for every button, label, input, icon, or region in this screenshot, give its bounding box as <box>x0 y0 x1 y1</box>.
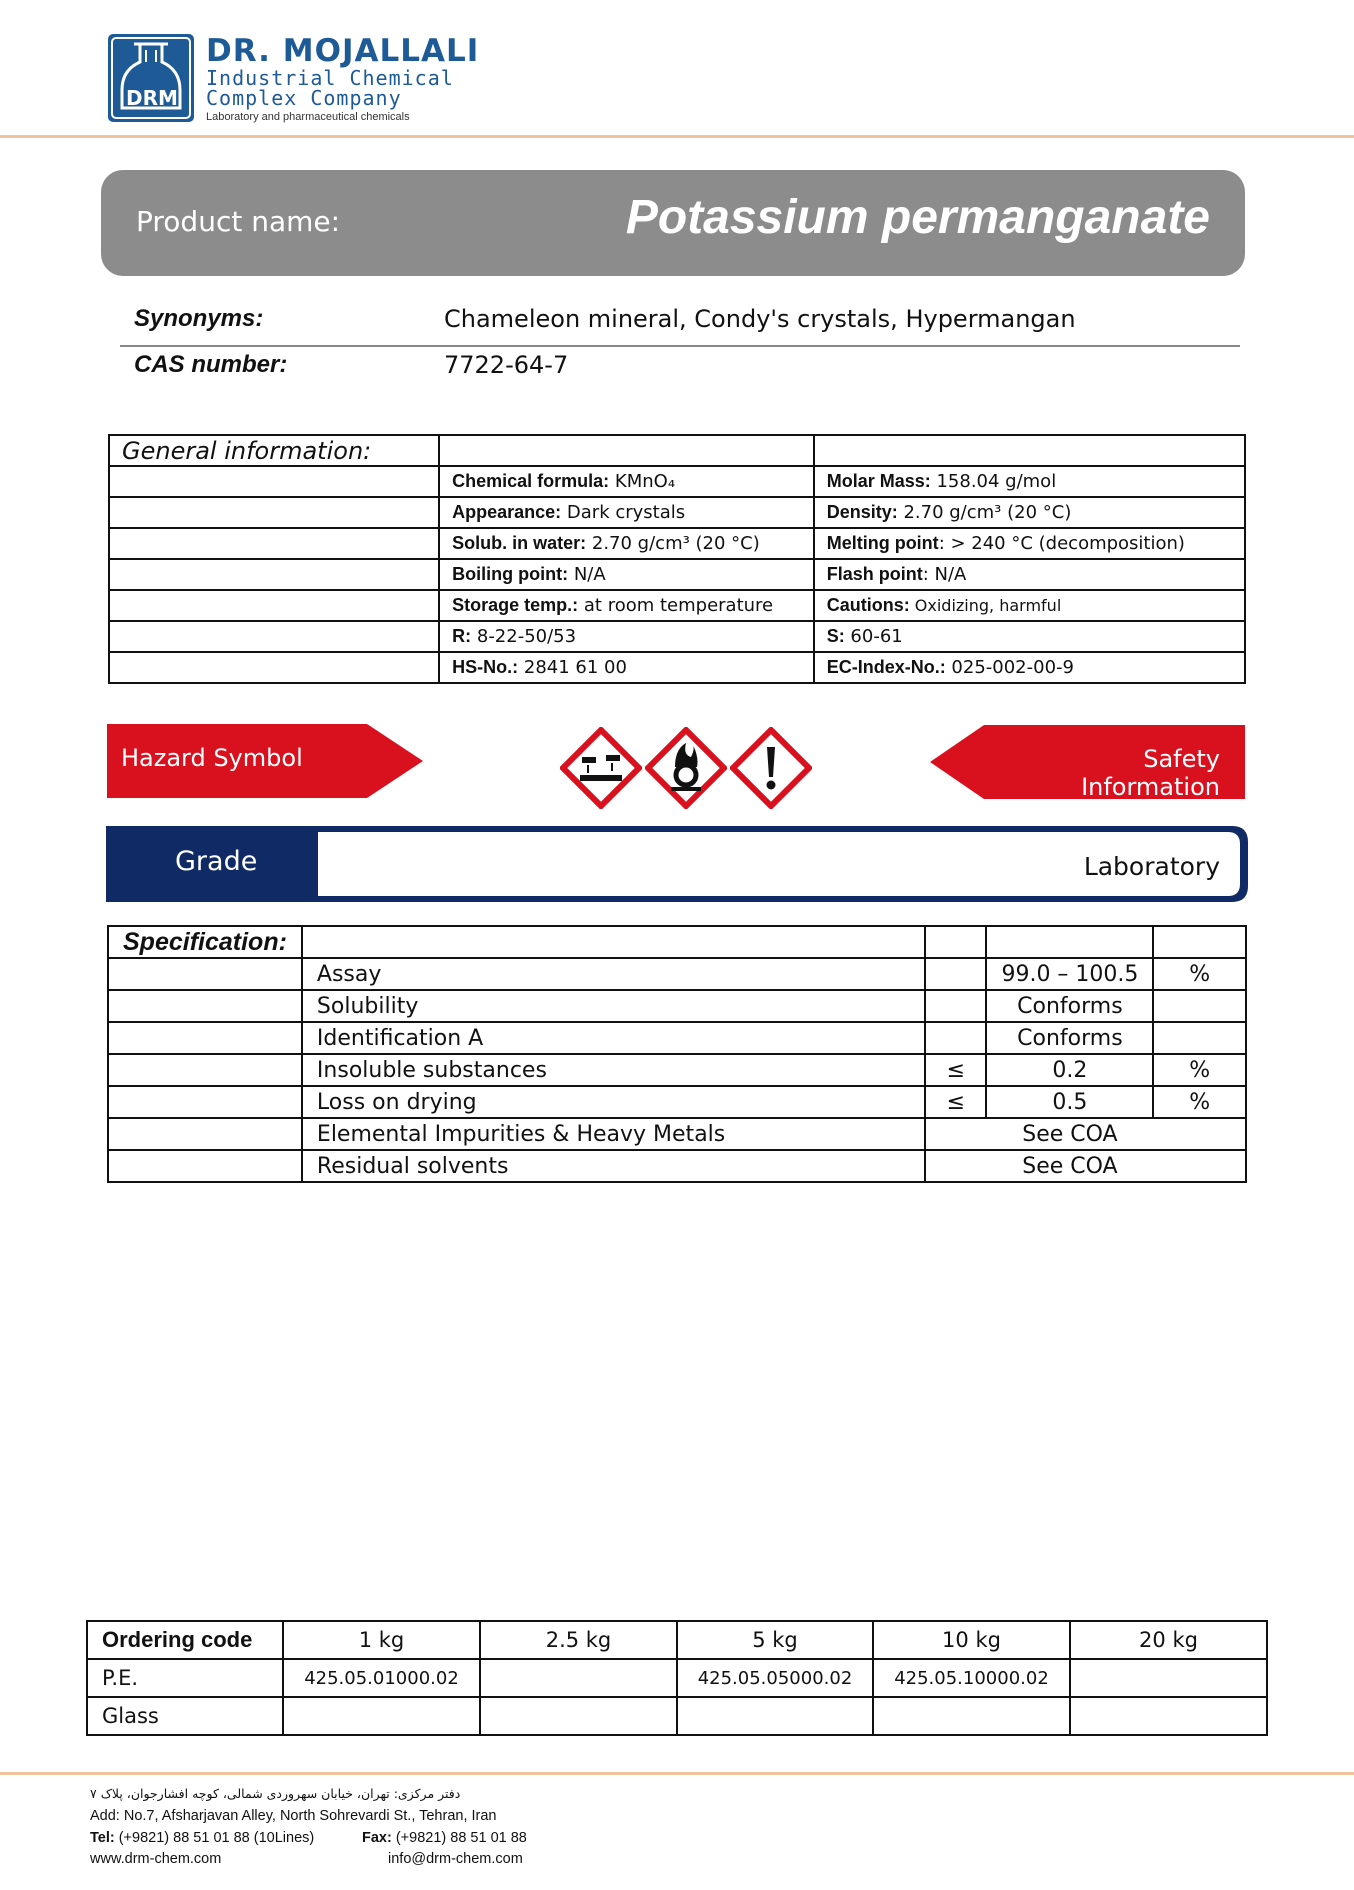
synonyms-divider <box>120 345 1240 347</box>
table-row: Residual solvents See COA <box>108 1150 1246 1182</box>
footer-website[interactable]: www.drm-chem.com <box>90 1851 222 1867</box>
ordering-heading: Ordering code <box>87 1621 283 1659</box>
company-line2: Complex Company <box>206 86 402 110</box>
table-row: Appearance: Dark crystals Density: 2.70 g/cm³ (20 °C) <box>109 497 1245 528</box>
specification-table <box>107 925 1247 1183</box>
corrosive-pictogram-icon <box>560 727 642 809</box>
table-row: Elemental Impurities & Heavy Metals See COA <box>108 1118 1246 1150</box>
footer-divider <box>0 1772 1354 1775</box>
footer-address: Add: No.7, Afsharjavan Alley, North Sohrevardi St., Tehran, Iran <box>90 1808 497 1824</box>
company-name: DR. MOJALLALI <box>206 33 480 69</box>
general-info-table <box>108 434 1246 684</box>
specification-header-row <box>108 926 1246 958</box>
table-row: Insoluble substances ≤ 0.2 % <box>108 1054 1246 1086</box>
cas-label: CAS number: <box>134 351 288 378</box>
ordering-table <box>86 1620 1268 1736</box>
table-row: Boiling point: N/A Flash point: N/A <box>109 559 1245 590</box>
product-name: Potassium permanganate <box>625 191 1210 244</box>
synonyms-label: Synonyms: <box>134 305 264 332</box>
table-row: R: 8-22-50/53 S: 60-61 <box>109 621 1245 652</box>
logo-text: DRM <box>126 86 178 110</box>
company-tagline: Laboratory and pharmaceutical chemicals <box>206 111 410 123</box>
hazard-symbol-label: Hazard Symbol <box>121 744 303 772</box>
ordering-header-row: Ordering code 1 kg 2.5 kg 5 kg 10 kg 20 kg <box>87 1621 1267 1659</box>
table-row: Solubility Conforms <box>108 990 1246 1022</box>
company-brand <box>206 34 479 124</box>
general-info-header-row <box>109 435 1245 466</box>
table-row: HS-No.: 2841 61 00 EC-Index-No.: 025-002-00-9 <box>109 652 1245 683</box>
header-divider <box>0 135 1354 138</box>
exclamation-pictogram-icon <box>730 727 812 809</box>
footer-persian-address: دفتر مرکزی: تهران، خیابان سهروردی شمالی، کوچه افشارجوان، پلاک ۷ <box>90 1786 461 1801</box>
footer-fax: Fax: (+9821) 88 51 01 88 <box>362 1830 527 1846</box>
product-label: Product name: <box>136 205 341 238</box>
general-info-heading: General information: <box>109 435 439 466</box>
table-row: Storage temp.: at room temperature Cautions: Oxidizing, harmful <box>109 590 1245 621</box>
cas-value: 7722-64-7 <box>444 351 569 379</box>
oxidizer-pictogram-icon <box>645 727 727 809</box>
grade-value: Laboratory <box>1083 852 1220 881</box>
specification-heading: Specification: <box>108 926 302 958</box>
table-row: Chemical formula: KMnO₄ Molar Mass: 158.04 g/mol <box>109 466 1245 497</box>
company-line1: Industrial Chemical <box>206 66 454 90</box>
table-row: P.E. 425.05.01000.02 425.05.05000.02 425.05.10000.02 <box>87 1659 1267 1697</box>
safety-info-label: Safety Information <box>1081 745 1220 801</box>
table-row: Assay 99.0 – 100.5 % <box>108 958 1246 990</box>
table-row: Glass <box>87 1697 1267 1735</box>
table-row: Loss on drying ≤ 0.5 % <box>108 1086 1246 1118</box>
table-row: Solub. in water: 2.70 g/cm³ (20 °C) Melting point: > 240 °C (decomposition) <box>109 528 1245 559</box>
grade-label: Grade <box>175 846 258 877</box>
footer-email[interactable]: info@drm-chem.com <box>388 1851 523 1867</box>
synonyms-value: Chameleon mineral, Condy's crystals, Hypermangan <box>444 305 1076 333</box>
table-row: Identification A Conforms <box>108 1022 1246 1054</box>
footer-phone: Tel: (+9821) 88 51 01 88 (10Lines) <box>90 1830 315 1846</box>
